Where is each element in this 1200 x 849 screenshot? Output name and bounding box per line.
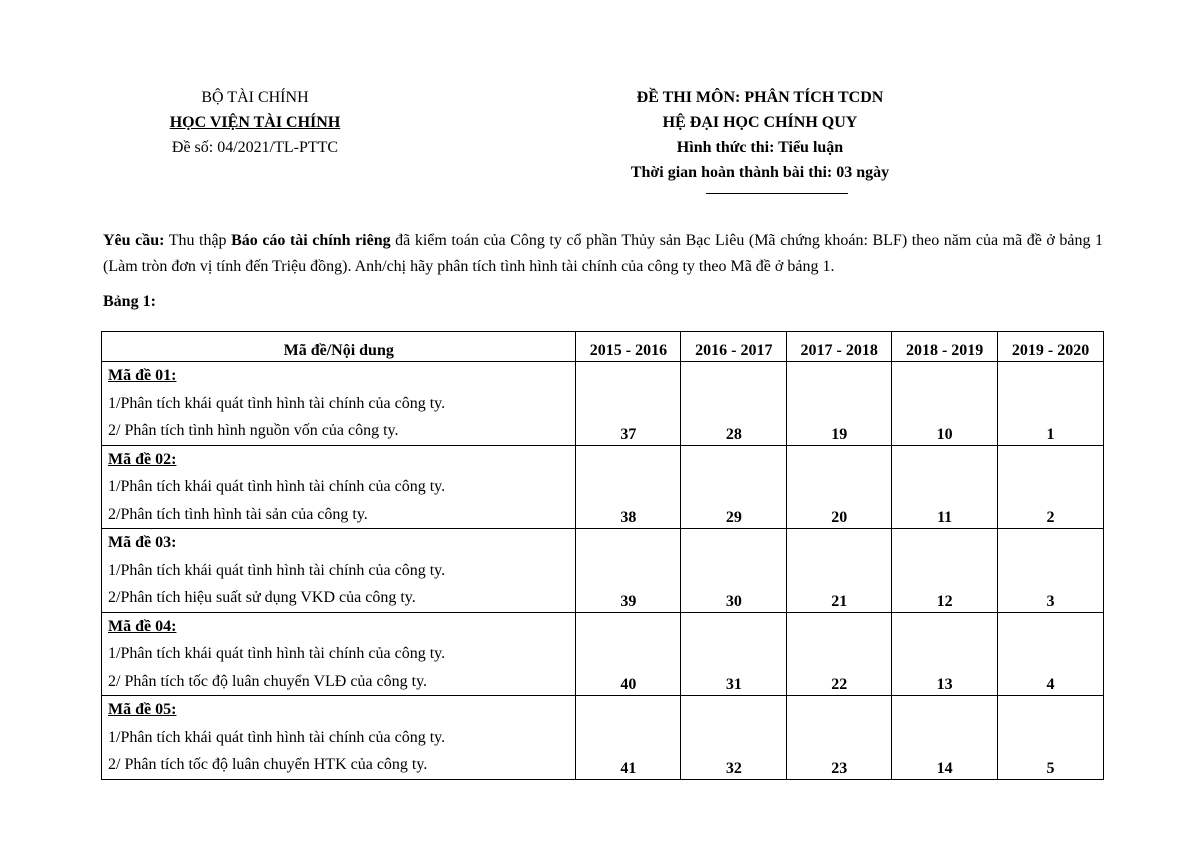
exam-code-label: Mã đề 04:	[108, 617, 177, 635]
exam-code-label: Mã đề 03:	[108, 534, 177, 551]
task-line: 1/Phân tích khái quát tình hình tài chính của công ty.	[108, 394, 446, 412]
column-header: 2019 - 2020	[998, 332, 1104, 362]
value-cell: 21	[787, 529, 892, 613]
content-cell	[102, 612, 576, 696]
value-cell: 39	[576, 529, 681, 613]
requirement-paragraph	[103, 228, 1103, 280]
value-cell: 30	[681, 529, 787, 613]
value-cell: 37	[576, 362, 681, 446]
table-row	[102, 362, 1104, 446]
value-cell: 13	[892, 612, 998, 696]
task-line: 2/ Phân tích tốc độ luân chuyển VLĐ của công ty.	[108, 672, 428, 690]
table-row	[102, 529, 1104, 613]
value-cell: 4	[998, 612, 1104, 696]
content-cell	[102, 696, 576, 780]
value-cell: 38	[576, 445, 681, 529]
exam-code-table	[101, 331, 1104, 780]
value-cell: 29	[681, 445, 787, 529]
exam-format: Hình thức thi: Tiểu luận	[676, 139, 844, 156]
exam-subject: ĐỀ THI MÔN: PHÂN TÍCH TCDN	[636, 89, 884, 106]
exam-code-label: Mã đề 02:	[108, 450, 177, 468]
value-cell: 14	[892, 696, 998, 780]
header-left	[110, 85, 400, 160]
header-right	[560, 85, 960, 185]
exam-duration: Thời gian hoàn thành bài thi: 03 ngày	[630, 164, 890, 181]
value-cell: 19	[787, 362, 892, 446]
column-header: 2016 - 2017	[681, 332, 787, 362]
value-cell: 40	[576, 612, 681, 696]
column-header: 2017 - 2018	[787, 332, 892, 362]
exam-code-label: Mã đề 05:	[108, 701, 177, 718]
content-cell	[102, 529, 576, 613]
table-row	[102, 696, 1104, 780]
task-line: 2/Phân tích hiệu suất sử dụng VKD của công ty.	[108, 589, 416, 606]
value-cell: 20	[787, 445, 892, 529]
value-cell: 31	[681, 612, 787, 696]
content-cell	[102, 445, 576, 529]
task-line: 1/Phân tích khái quát tình hình tài chính của công ty.	[108, 728, 446, 746]
task-line: 1/Phân tích khái quát tình hình tài chính của công ty.	[108, 561, 446, 579]
requirement-text-1: Thu thập	[164, 232, 232, 249]
value-cell: 1	[998, 362, 1104, 446]
requirement-label: Yêu cầu:	[103, 232, 165, 249]
task-line: 2/Phân tích tình hình tài sản của công ty.	[108, 505, 368, 523]
table-label: Bảng 1:	[103, 293, 156, 310]
table-row	[102, 445, 1104, 529]
exam-code: Đề số: 04/2021/TL-PTTC	[171, 139, 339, 156]
value-cell: 41	[576, 696, 681, 780]
exam-code-label: Mã đề 01:	[108, 367, 177, 384]
column-header: 2015 - 2016	[576, 332, 681, 362]
academy-name: HỌC VIỆN TÀI CHÍNH	[169, 114, 341, 131]
requirement-bold-term: Báo cáo tài chính riêng	[231, 232, 391, 249]
task-line: 1/Phân tích khái quát tình hình tài chính của công ty.	[108, 645, 446, 662]
value-cell: 2	[998, 445, 1104, 529]
requirement-text-2: đã kiểm toán của Công ty cổ phần Thủy sản Bạc Liêu (Mã chứng khoán: BLF) theo năm của mã đề ở bảng 1 (Làm tròn đơn vị tính đến Triệu đồng). Anh/chị hãy phân tích tình hình tài chính của công ty theo Mã đề ở bảng 1.	[103, 232, 1104, 275]
column-header: Mã đề/Nội dung	[102, 332, 576, 362]
value-cell: 32	[681, 696, 787, 780]
value-cell: 23	[787, 696, 892, 780]
header-divider	[706, 193, 848, 194]
table-header-row	[102, 332, 1104, 362]
table-row	[102, 612, 1104, 696]
value-cell: 22	[787, 612, 892, 696]
value-cell: 10	[892, 362, 998, 446]
value-cell: 3	[998, 529, 1104, 613]
value-cell: 5	[998, 696, 1104, 780]
exam-program: HỆ ĐẠI HỌC CHÍNH QUY	[662, 114, 858, 131]
value-cell: 12	[892, 529, 998, 613]
value-cell: 28	[681, 362, 787, 446]
task-line: 1/Phân tích khái quát tình hình tài chính của công ty.	[108, 478, 446, 495]
content-cell	[102, 362, 576, 446]
value-cell: 11	[892, 445, 998, 529]
task-line: 2/ Phân tích tốc độ luân chuyển HTK của công ty.	[108, 756, 428, 773]
task-line: 2/ Phân tích tình hình nguồn vốn của công ty.	[108, 422, 399, 439]
column-header: 2018 - 2019	[892, 332, 998, 362]
ministry-name: BỘ TÀI CHÍNH	[201, 89, 309, 106]
